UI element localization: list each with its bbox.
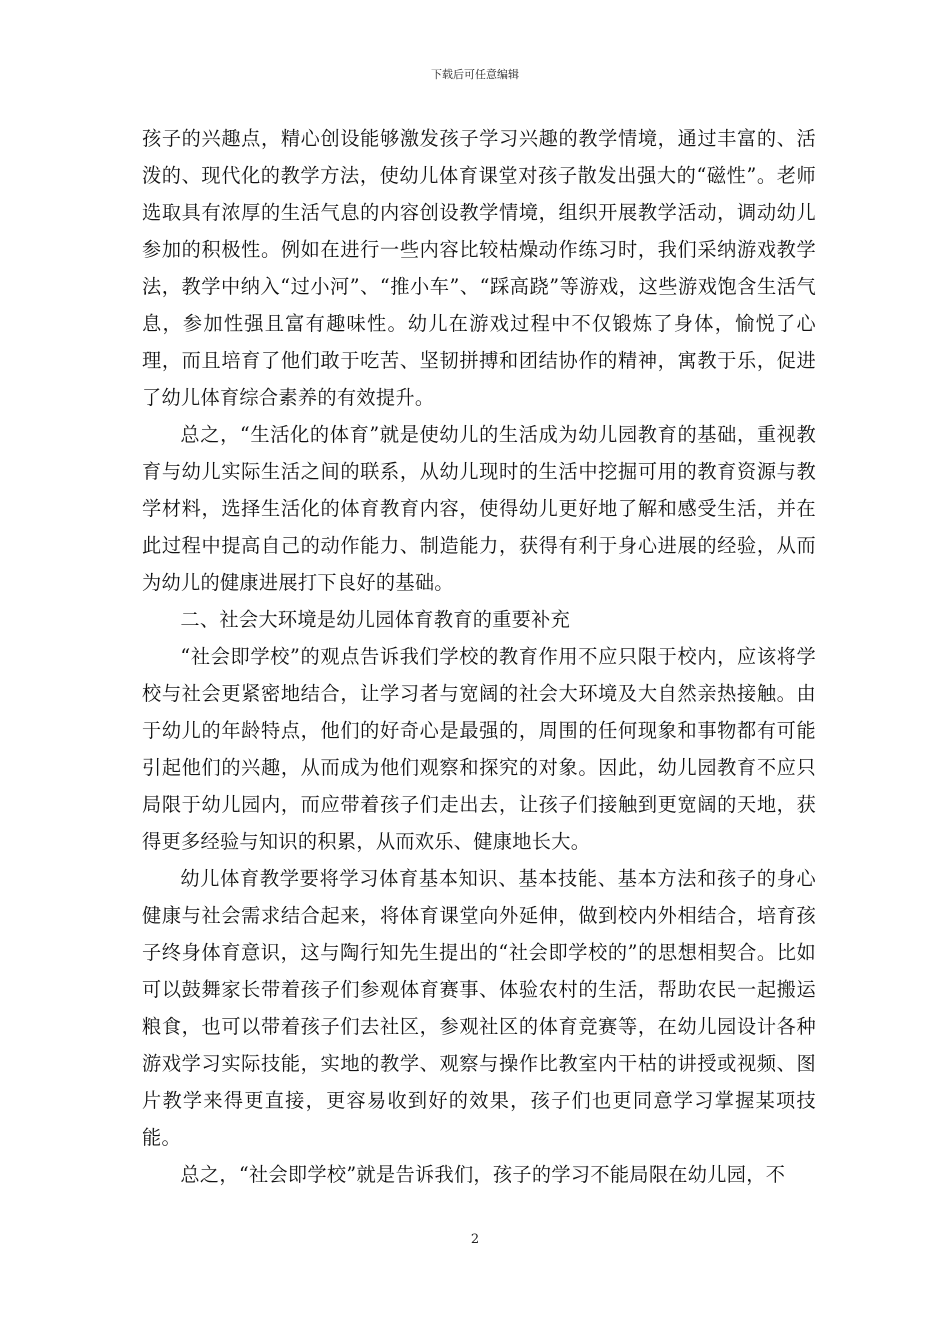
paragraph-summary-life: 总之，“生活化的体育”就是使幼儿的生活成为幼儿园教育的基础，重视教育与幼儿实际生活之间的联系，从幼儿现时的生活中挖掘可用的教育资源与教学材料，选择生活化的体育教育内容，使得幼儿更好地了解和感受生活，并在此过程中提高自己的动作能力、制造能力，获得有利于身心进展的经验，从而为幼儿的健康进展打下良好的基础。 [142, 423, 816, 594]
document-body [142, 120, 816, 1193]
paragraph-continued: 孩子的兴趣点，精心创设能够激发孩子学习兴趣的教学情境，通过丰富的、活泼的、现代化的教学方法，使幼儿体育课堂对孩子散发出强大的“磁性”。老师选取具有浓厚的生活气息的内容创设教学情境，组织开展教学活动，调动幼儿参加的积极性。例如在进行一些内容比较枯燥动作练习时，我们采纳游戏教学法，教学中纳入“过小河”、“推小车”、“踩高跷”等游戏，这些游戏饱含生活气息，参加性强且富有趣味性。幼儿在游戏过程中不仅锻炼了身体，愉悦了心理，而且培育了他们敢于吃苦、坚韧拼搏和团结协作的精神，寓教于乐，促进了幼儿体育综合素养的有效提升。 [142, 127, 816, 409]
paragraph-pe-teaching: 幼儿体育教学要将学习体育基本知识、基本技能、基本方法和孩子的身心健康与社会需求结合起来，将体育课堂向外延伸，做到校内外相结合，培育孩子终身体育意识，这与陶行知先生提出的“社会即学校的”的思想相契合。比如可以鼓舞家长带着孩子们参观体育赛事、体验农村的生活，帮助农民一起搬运粮食，也可以带着孩子们去社区，参观社区的体育竞赛等，在幼儿园设计各种游戏学习实际技能，实地的教学、观察与操作比教室内干枯的讲授或视频、图片教学来得更直接，更容易收到好的效果，孩子们也更同意学习掌握某项技能。 [142, 867, 816, 1149]
section-heading: 二、社会大环境是幼儿园体育教育的重要补充 [180, 608, 571, 631]
paragraph-society-school: “社会即学校”的观点告诉我们学校的教育作用不应只限于校内，应该将学校与社会更紧密地结合，让学习者与宽阔的社会大环境及大自然亲热接触。由于幼儿的年龄特点，他们的好奇心是最强的，周围的任何现象和事物都有可能引起他们的兴趣，从而成为他们观察和探究的对象。因此，幼儿园教育不应只局限于幼儿园内，而应带着孩子们走出去，让孩子们接触到更宽阔的天地，获得更多经验与知识的积累，从而欢乐、健康地长大。 [142, 645, 816, 853]
paragraph-summary-society: 总之，“社会即学校”就是告诉我们，孩子的学习不能局限在幼儿园，不 [180, 1163, 786, 1186]
page-number: 2 [470, 1232, 480, 1247]
page-header: 下载后可任意编辑 [431, 68, 519, 81]
